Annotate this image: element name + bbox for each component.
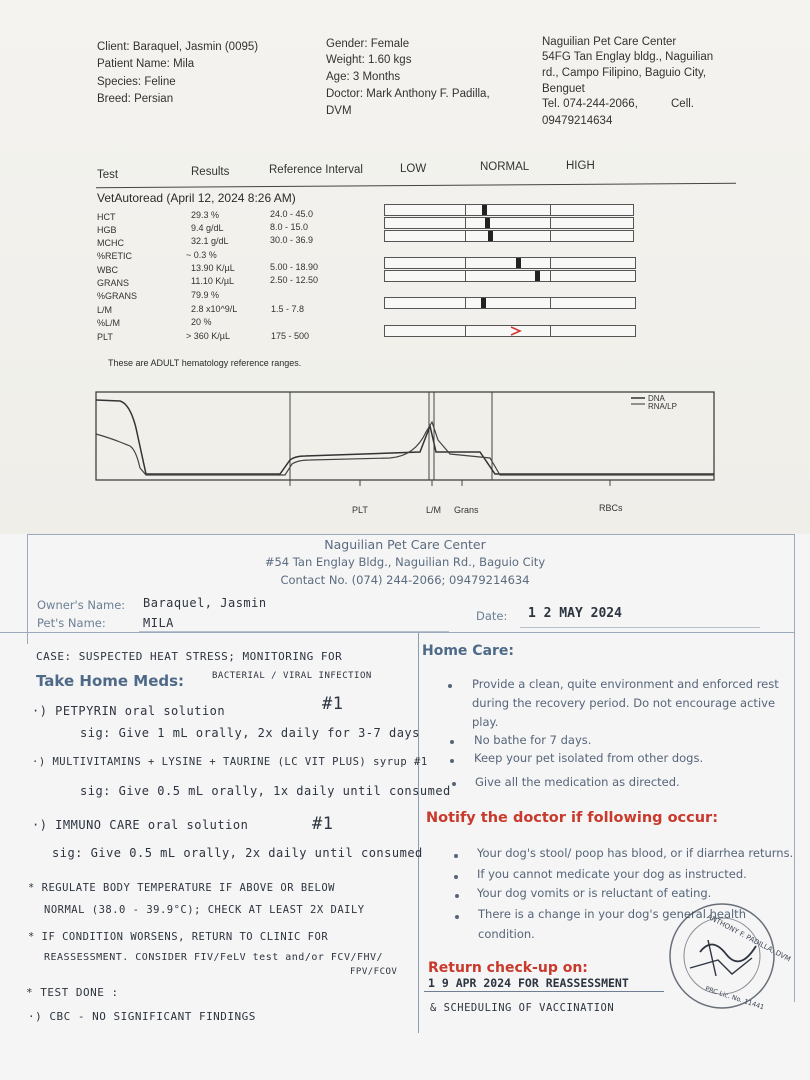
col-normal: NORMAL [480,161,530,173]
case-line: CASE: SUSPECTED HEAT STRESS; MONITORING FOR [36,650,343,663]
clinic-name: Naguilian Pet Care Center [542,36,677,48]
med3-quantity: #1 [312,814,334,834]
row-result-pgrans: 79.9 % [191,290,220,300]
pet-label: Pet's Name: [37,616,106,630]
clinic-tel: Tel. 074-244-2066, [542,98,638,110]
return-underline [424,991,664,992]
row-result-plt: > 360 K/µL [186,331,230,341]
patient-line: Patient Name: Mila [97,58,195,70]
date-value: 1 2 MAY 2024 [528,606,622,621]
gender-line: Gender: Female [326,38,410,50]
home-bullet-2 [450,740,454,744]
col-reference: Reference Interval [269,164,363,176]
row-result-plm: 20 % [191,317,212,327]
notify-3: Your dog vomits or is reluctant of eating. [477,886,712,900]
case-line-2: BACTERIAL / VIRAL INFECTION [212,671,372,681]
home-care-2: No bathe for 7 days. [474,733,592,747]
row-ref-wbc: 5.00 - 18.90 [270,262,319,272]
row-test-hgb: HGB [97,225,117,235]
doctor-line-2: DVM [326,105,352,117]
col-test: Test [97,169,119,181]
range-bar-plt [384,325,636,337]
border-top [27,534,795,535]
notify-4: There is a change in your dog's general health [478,907,746,921]
notify-5: condition. [478,927,535,941]
row-result-lm: 2.8 x10^9/L [191,304,238,314]
home-bullet-4 [452,782,456,786]
graph-label-plt: PLT [352,505,368,513]
row-result-wbc: 13.90 K/µL [191,263,235,273]
run-title: VetAutoread (April 12, 2024 8:26 AM) [97,191,296,205]
note1-line-b: NORMAL (38.0 - 39.9°C); CHECK AT LEAST 2X DAILY [44,904,365,916]
range-bar-mchc [384,230,634,242]
row-test-pgrans: %GRANS [97,291,138,301]
test-done: * TEST DONE : [26,986,119,999]
range-bar-grans [384,270,636,282]
notify-bullet-4 [455,915,459,919]
range-bar-wbc [384,257,636,269]
return-value: 1 9 APR 2024 FOR REASSESSMENT [428,976,629,990]
blood-cell-histogram [90,388,720,513]
notify-bullet-1 [454,854,458,858]
home-care-1b: during the recovery period. Do not encourage active [472,696,776,710]
col-results: Results [191,166,230,178]
row-ref-lm: 1.5 - 7.8 [271,304,305,314]
home-care-1c: play. [472,715,499,729]
owner-label: Owner's Name: [37,598,126,612]
species-line: Species: Feline [97,76,176,88]
med3-sig: sig: Give 0.5 mL orally, 2x daily until consumed [52,846,423,860]
col-high: HIGH [566,160,595,172]
notify-1: Your dog's stool/ poop has blood, or if diarrhea returns. [477,846,794,860]
prescription-sheet [0,534,810,1080]
row-test-lm: L/M [97,305,113,315]
range-bar-lm [384,297,636,309]
row-ref-hgb: 8.0 - 15.0 [270,222,309,232]
note2-line-a: * IF CONDITION WORSENS, RETURN TO CLINIC FOR [28,931,329,943]
row-ref-plt: 175 - 500 [271,331,310,341]
row-result-grans: 11.10 K/µL [191,276,235,286]
clinic-address-2: rd., Campo Filipino, Baguio City, [542,67,707,79]
date-label: Date: [476,609,508,623]
clinic-cell: 09479214634 [542,115,613,127]
clinic-address-3: Benguet [542,83,585,95]
graph-label-grans: Grans [454,505,479,513]
owner-value: Baraquel, Jasmin [143,596,267,610]
notify-title: Notify the doctor if following occur: [426,810,719,826]
row-test-retic: %RETIC [97,251,133,261]
doctor-line: Doctor: Mark Anthony F. Padilla, [326,88,490,100]
home-bullet-1 [448,684,452,688]
notify-2: If you cannot medicate your dog as instructed. [477,867,747,881]
home-care-1a: Provide a clean, quite environment and enforced rest [472,677,779,691]
row-result-hgb: 9.4 g/dL [191,223,224,233]
home-bullet-3 [450,759,454,763]
row-test-hct: HCT [97,212,116,222]
med1-name: ·) PETPYRIN oral solution [32,704,226,718]
row-result-retic: ~ 0.3 % [186,250,217,260]
med1-sig: sig: Give 1 mL orally, 2x daily for 3-7 days [80,726,420,740]
row-test-mchc: MCHC [97,238,124,248]
notify-bullet-3 [455,894,459,898]
row-test-grans: GRANS [97,278,130,288]
row-ref-mchc: 30.0 - 36.9 [270,235,314,245]
row-result-hct: 29.3 % [191,210,220,220]
notify-bullet-2 [454,875,458,879]
range-bar-hgb [384,217,634,229]
stamp-license: PRC Lic. No. 11441 [704,984,766,1012]
row-result-mchc: 32.1 g/dL [191,236,229,246]
return-value-2: & SCHEDULING OF VACCINATION [430,1002,615,1014]
row-ref-hct: 24.0 - 45.0 [270,209,314,219]
meds-title: Take Home Meds: [36,672,185,690]
weight-line: Weight: 1.60 kgs [326,54,412,66]
row-ref-grans: 2.50 - 12.50 [270,275,319,285]
breed-line: Breed: Persian [97,93,174,105]
range-bar-hct [384,204,634,216]
age-line: Age: 3 Months [326,71,401,83]
legend-dna: DNA [648,394,665,403]
client-line: Client: Baraquel, Jasmin (0095) [97,41,259,53]
stamp-text: ANTHONY F. PADILLA, DVM [705,912,792,964]
date-underline [520,627,760,628]
clinic-address-1: 54FG Tan Englay bldg., Naguilian [542,51,714,63]
clinic-cell-label: Cell. [671,98,695,110]
med2-sig: sig: Give 0.5 mL orally, 1x daily until consumed [80,784,451,798]
row-test-wbc: WBC [97,265,118,275]
graph-label-rbcs: RBCs [599,503,623,513]
section-rule [0,632,795,633]
rx-clinic-name: Naguilian Pet Care Center [324,537,486,552]
header-rule [96,183,736,188]
home-care-4: Give all the medication as directed. [475,775,680,789]
legend-rnalp: RNA/LP [648,402,677,411]
row-test-plt: PLT [97,332,113,342]
home-care-3: Keep your pet isolated from other dogs. [474,751,704,765]
rx-clinic-contact: Contact No. (074) 244-2066; 09479214634 [280,573,530,587]
med1-quantity: #1 [322,694,344,714]
graph-label-lm: L/M [426,505,442,513]
plt-high-arrow-icon [509,325,523,337]
return-title: Return check-up on: [428,960,588,976]
cbc-result: ·) CBC - NO SIGNIFICANT FINDINGS [28,1010,256,1023]
rx-clinic-address: #54 Tan Englay Bldg., Naguilian Rd., Baguio City [264,555,546,569]
med2-name: ·) MULTIVITAMINS + LYSINE + TAURINE (LC VIT PLUS) syrup #1 [32,756,428,768]
note2-line-c: FPV/FCOV [350,967,398,977]
border-right [794,534,795,1002]
col-low: LOW [400,163,427,175]
column-divider [418,633,419,1033]
home-care-title: Home Care: [422,643,515,659]
note2-line-b: REASSESSMENT. CONSIDER FIV/FeLV test and/or FCV/FHV/ [44,952,384,963]
row-test-plm: %L/M [97,318,121,328]
med3-name: ·) IMMUNO CARE oral solution [32,818,249,832]
reference-footnote: These are ADULT hematology reference ranges. [108,358,302,368]
note1-line-a: * REGULATE BODY TEMPERATURE IF ABOVE OR BELOW [28,882,335,894]
pet-value: MILA [143,616,174,630]
